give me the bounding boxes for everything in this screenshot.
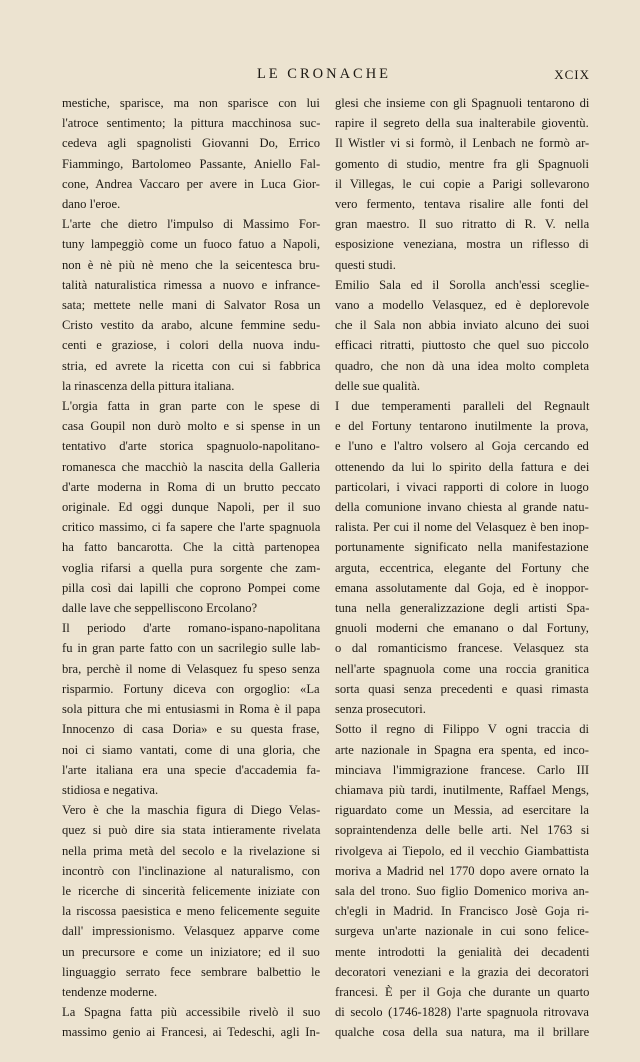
right-column xyxy=(335,93,589,1043)
text-line: La Spagna fatta più accessibile rivelò il suo xyxy=(62,1005,321,1020)
text-line: minciava l'immigrazione francese. Carlo III xyxy=(335,762,590,777)
text-line: o dal romanticismo francese. Velasquez sta xyxy=(335,641,589,656)
page-header xyxy=(58,66,590,86)
text-line: francesi. È per il Goja che durante un quarto xyxy=(335,984,590,999)
text-line: stria, ed avrete la ricetta con cui si fabbrica xyxy=(62,358,321,373)
text-line: fu in gran parte fatto con un sacrilegio sulle lab- xyxy=(62,641,321,656)
text-line: rapire il segreto della sua inalterabile gioventù. xyxy=(335,116,589,131)
text-line: tentativo d'arte storica spagnuolo-napolitano- xyxy=(62,439,320,454)
text-line: stidiosa e negativa. xyxy=(62,782,159,797)
text-line: cedeva agli spagnolisti Giovanni Do, Errico xyxy=(62,136,321,151)
paragraph xyxy=(62,214,320,396)
text-line: glesi che insieme con gli Spagnuoli tentarono di xyxy=(335,96,590,110)
text-line: sala del trono. Suo figlio Domenico moriva an- xyxy=(335,883,589,898)
text-line: talità naturalistica rimessa a nuovo e infrance- xyxy=(62,277,321,292)
text-line: Vero è che la maschia figura di Diego Velas- xyxy=(62,803,321,818)
text-line: ha fatto bancarotta. Che la città partenopea xyxy=(62,540,320,555)
left-column xyxy=(62,93,320,1043)
text-line: voglia rifarsi a quella pura sorgente che zam- xyxy=(62,560,321,575)
text-line: massimo genio ai Francesi, ai Tedeschi, agli In- xyxy=(62,1025,320,1040)
text-line: e del Fortuny tentarono inutilmente la prova, xyxy=(335,419,589,434)
text-line: bra, perchè il nome di Velasquez fu speso senza xyxy=(62,661,321,676)
text-line: surgeva un'arte nazionale in cui sono felice- xyxy=(335,924,589,939)
text-line: arguta, eccentrica, elegante del Fortuny che xyxy=(335,560,590,575)
paragraph xyxy=(62,93,320,214)
paragraph xyxy=(335,93,589,275)
text-line: I due temperamenti paralleli del Regnault xyxy=(335,399,590,414)
text-line: portunamente significato nella manifestazione xyxy=(335,540,589,555)
text-line: che il Sala non abbia inviato alcuno dei suoi xyxy=(335,318,590,333)
text-line: vero fermento, tentava risalire alle fonti del xyxy=(335,197,589,212)
text-line: Cristo vestito da arabo, alcune femmine sedu- xyxy=(62,318,321,333)
page-number: XCIX xyxy=(554,67,590,82)
text-line: un precursore e come un iniziatore; ed il suo xyxy=(62,944,320,959)
text-line: la riscossa paesistica e meno felicemente seguite xyxy=(62,904,320,919)
text-line: sorta quasi senza precedenti e quasi rimasta xyxy=(335,681,589,696)
text-line: quez si può dire sia stata intieramente rivelata xyxy=(62,823,321,838)
text-line: dall' impressionismo. Velasquez apparve come xyxy=(62,924,320,939)
paragraph xyxy=(62,396,320,618)
text-line: critico massimo, ci fa sapere che l'arte spagnuola xyxy=(62,520,321,535)
text-line: chiamava più tardi, inutilmente, Raffael Mengs, xyxy=(335,782,590,797)
text-line: della comunione invano chiesta al grande natu- xyxy=(335,500,589,515)
text-line: sola pittura che mi entusiasmi in Roma è il papa xyxy=(62,702,321,717)
text-line: decoratori veneziani e la grazia dei decoratori xyxy=(335,964,590,979)
text-line: noi ci siamo vantati, come di una gloria, che xyxy=(62,742,321,757)
text-line: qualche cosa della sua natura, ma il brillare xyxy=(335,1025,590,1040)
text-line: mente introdotti la genialità dei decadenti xyxy=(335,944,590,959)
text-line: dalle lave che seppelliscono Ercolano? xyxy=(62,601,258,616)
text-line: Il periodo d'arte romano-ispano-napolitana xyxy=(62,621,321,636)
text-line: di secolo (1746-1828) l'arte spagnuola ritrovava xyxy=(335,1005,589,1020)
text-line: originale. Ed oggi dunque Napoli, per il suo xyxy=(62,500,321,515)
text-line: vano a modello Velasquez, ed è deplorevole xyxy=(335,298,590,313)
text-line: esposizione veneziana, mostra un riflesso di xyxy=(335,237,589,252)
text-line: incontrò con l'inclinazione al naturalismo, con xyxy=(62,863,321,878)
text-line: ottenendo da lui lo spirito della fattura e dei xyxy=(335,459,590,474)
text-line: gnuoli moderni che emanano o dal Fortuny, xyxy=(335,621,589,636)
text-line: dano l'eroe. xyxy=(62,197,121,212)
text-line: tendenze moderne. xyxy=(62,984,158,999)
text-line: Fiammingo, Bartolomeo Passante, Aniello Fal- xyxy=(62,156,321,171)
running-title: LE CRONACHE xyxy=(256,66,392,82)
text-line: riguardato come un Messia, ad esercitare la xyxy=(335,803,589,818)
text-line: quadro, che non dà una idea molto completa xyxy=(335,358,590,373)
text-line: senza prosecutori. xyxy=(335,702,426,717)
text-line: ch'egli in Madrid. In Francisco Josè Goja ri- xyxy=(335,904,589,919)
text-line: l'atroce sentimento; la pittura macchinosa suc- xyxy=(62,116,321,131)
text-line: la rinascenza della pittura italiana. xyxy=(62,378,235,393)
text-line: d'arte moderna in Roma di un brutto peccato xyxy=(62,479,321,494)
text-line: casa Goupil non durò molto e si spense in un xyxy=(62,419,321,434)
text-line: Il Wistler vi si formò, il Lenbach ne formò ar- xyxy=(335,136,590,151)
text-line: romanesca che macchiò la nascita della Galleria xyxy=(62,459,320,474)
text-line: non è nè più nè meno che la seicentesca bru- xyxy=(62,257,320,272)
text-line: ralista. Per cui il nome del Velasquez è ben inop- xyxy=(335,520,589,535)
paragraph xyxy=(335,719,589,1042)
text-line: gran maestro. Il suo ritratto di R. V. nella xyxy=(335,217,590,232)
text-line: questi studi. xyxy=(335,257,396,272)
text-line: sopraintendenza delle belle arti. Nel 1763 si xyxy=(335,823,590,838)
paragraph xyxy=(62,1002,320,1042)
text-line: particolari, i vivaci rapporti di colore in luogo xyxy=(335,479,589,494)
paragraph xyxy=(335,275,589,396)
text-line: nella prima metà del secolo e la rivelazione si xyxy=(62,843,321,858)
text-line: linguaggio serrato fece sembrare balbettio le xyxy=(62,964,321,979)
text-line: mestiche, sparisce, ma non sparisce con lui xyxy=(62,96,320,110)
paragraph xyxy=(62,618,320,800)
paragraph xyxy=(335,396,589,719)
text-line: moriva a Madrid nel 1770 dopo avere ornato la xyxy=(335,863,589,878)
text-line: arte nazionale in Spagna era spenta, ed inco- xyxy=(335,742,589,757)
text-line: cone, Andrea Vaccaro per avere in Luca Gior- xyxy=(62,176,320,191)
text-line: L'arte che dietro l'impulso di Massimo For- xyxy=(62,217,321,232)
text-line: risparmio. Fortuny diceva con orgoglio: «La xyxy=(62,681,320,696)
text-line: gomento di studio, mentre fra gli Spagnuoli xyxy=(335,156,590,171)
text-line: l'arte italiana era una specie d'accademia fa- xyxy=(62,762,321,777)
text-line: il Villegas, le cui copie a Parigi sollevarono xyxy=(335,176,590,191)
text-line: emana assolutamente dal Goja, ed è inoppor- xyxy=(335,580,589,595)
text-line: Emilio Sala ed il Sorolla anch'essi sceglie- xyxy=(335,277,590,292)
text-line: L'orgia fatta in gran parte con le spese di xyxy=(62,399,320,414)
text-line: Innocenzo di casa Doria» e su questa frase, xyxy=(62,722,320,737)
text-line: le ricerche di sincerità felicemente iniziate con xyxy=(62,883,320,898)
text-line: Sotto il regno di Filippo V ogni traccia di xyxy=(335,722,590,737)
text-line: e l'uno e l'altro volsero al Goja cercando ed xyxy=(335,439,589,454)
text-line: rivolgeva ai Tiepolo, ed il vecchio Giambattista xyxy=(335,843,589,858)
text-line: efficaci ritratti, piuttosto che quel suo piccolo xyxy=(335,338,589,353)
text-line: tuny lampeggiò come un fuoco fatuo a Napoli, xyxy=(62,237,321,252)
text-line: tuna nella generalizzazione degli artisti Spa- xyxy=(335,601,590,616)
paragraph xyxy=(62,800,320,1002)
text-line: sata; mettete nelle mani di Salvator Rosa un xyxy=(62,298,321,313)
text-line: nell'arte spagnuola come una roccia granitica xyxy=(335,661,590,676)
text-line: pilla così dai lapilli che coprono Pompei come xyxy=(62,580,320,595)
text-line: centi e graziose, i colori della nuova indu- xyxy=(62,338,320,353)
text-line: delle sue qualità. xyxy=(335,378,420,393)
